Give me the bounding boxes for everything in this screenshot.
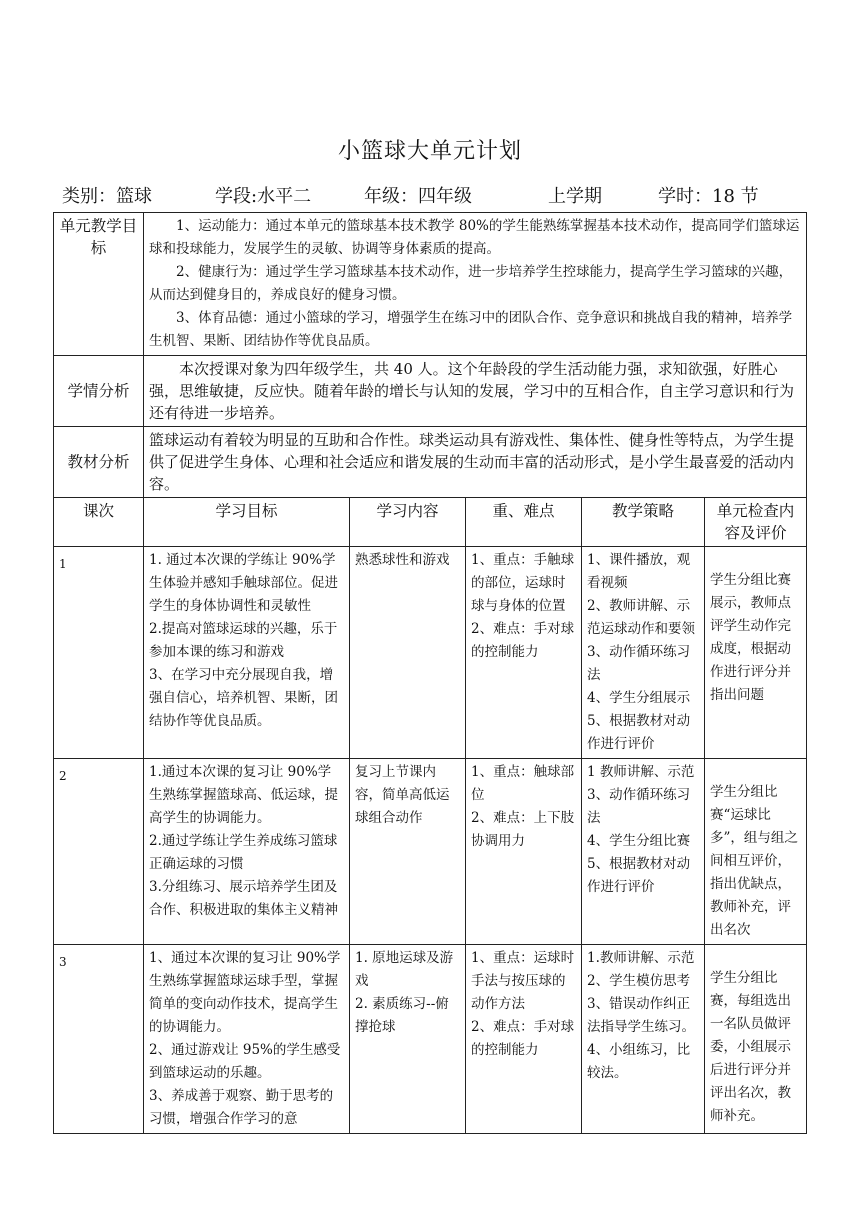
lesson-key-point-item: 1、重点：运球时手法与按压球的动作方法 <box>471 950 575 1012</box>
lesson-content <box>350 547 466 759</box>
lesson-key-points <box>466 945 582 1134</box>
lesson-goal-item: 1、通过本次课的复习让 90%学生熟练掌握篮球运球手型，掌握简单的变向动作技术，提高学生的协调能力。 <box>149 950 341 1035</box>
lesson-goal-item: 2.通过学练让学生养成练习篮球正确运球的习惯 <box>149 833 338 872</box>
unit-goal-item: 2、健康行为：通过学生学习篮球基本技术动作，进一步培养学生控球能力，提高学生学习篮球的兴趣，从而达到健身目的，养成良好的健身习惯。 <box>149 264 793 303</box>
lesson-content-item: 熟悉球性和游戏 <box>355 552 450 568</box>
lesson-evaluation: 学生分组比赛展示，教师点评学生动作完成度，根据动作进行评分并指出问题 <box>705 547 807 759</box>
lesson-goals <box>144 547 350 759</box>
lesson-row <box>54 759 807 945</box>
lesson-evaluation: 学生分组比赛“运球比多”，组与组之间相互评价，指出优缺点，教师补充，评出名次 <box>705 759 807 945</box>
lesson-strategy-item: 3、动作循环练习法 <box>587 644 691 683</box>
page-title: 小篮球大单元计划 <box>337 139 522 164</box>
lesson-content <box>350 759 466 945</box>
lesson-evaluation: 学生分组比赛，每组选出一名队员做评委，小组展示后进行评分并评出名次，教师补充。 <box>705 945 807 1134</box>
lesson-key-points <box>466 759 582 945</box>
lesson-goal-item: 1.通过本次课的复习让 90%学生熟练掌握篮球高、低运球，提高学生的协调能力。 <box>149 764 338 826</box>
material-analysis-text: 篮球运动有着较为明显的互助和合作性。球类运动具有游戏性、集体性、健身性等特点，为学生提供了促进学生身体、心理和社会适应和谐发展的生动而丰富的活动形式，是小学生最喜爱的活动内容。 <box>144 427 807 498</box>
unit-plan-table <box>53 212 807 1134</box>
lesson-key-point-item: 2、难点：手对球的控制能力 <box>471 621 575 660</box>
meta-term: 上学期 <box>548 186 602 207</box>
lesson-key-point-item: 1、重点：手触球的部位，运球时球与身体的位置 <box>471 552 575 614</box>
lesson-content <box>350 945 466 1134</box>
meta-grade: 年级：四年级 <box>364 186 472 207</box>
header-evaluation: 单元检查内容及评价 <box>705 498 807 547</box>
meta-hours: 学时：18 节 <box>658 186 759 207</box>
student-analysis-label: 学情分析 <box>54 356 144 427</box>
lesson-strategy-item: 3、错误动作纠正法指导学生练习。 <box>587 996 695 1035</box>
unit-goal-label: 单元教学目标 <box>54 213 144 356</box>
unit-goal-item: 1、运动能力：通过本单元的篮球基本技术教学 80%的学生能熟练掌握基本技术动作，提高同学们篮球运球和投球能力，发展学生的灵敏、协调等身体素质的提高。 <box>149 218 800 257</box>
lesson-strategy-item: 2、教师讲解、示范运球动作和要领 <box>587 598 695 637</box>
lesson-row <box>54 547 807 759</box>
meta-category: 类别：篮球 <box>62 186 152 207</box>
lesson-goal-item: 1. 通过本次课的学练让 90%学生体验并感知手触球部位。促进学生的身体协调性和灵敏性 <box>149 552 338 614</box>
lesson-key-points <box>466 547 582 759</box>
lesson-strategy-item: 4、学生分组展示 <box>587 690 691 706</box>
lesson-strategy-item: 1 教师讲解、示范 <box>587 764 695 780</box>
lesson-goals <box>144 759 350 945</box>
lesson-no: 1 <box>54 547 144 759</box>
unit-goal-row <box>54 213 807 356</box>
header-goals: 学习目标 <box>144 498 350 547</box>
lesson-strategy-item: 1.教师讲解、示范 <box>587 950 695 966</box>
lesson-content-item: 1. 原地运球及游戏 <box>355 950 454 989</box>
meta-stage: 学段:水平二 <box>215 186 312 207</box>
header-content: 学习内容 <box>350 498 466 547</box>
lesson-goal-item: 3.分组练习、展示培养学生团及合作、积极进取的集体主义精神 <box>149 879 338 918</box>
lesson-goal-item: 2、通过游戏让 95%的学生感受到篮球运动的乐趣。 <box>149 1042 341 1081</box>
lesson-key-point-item: 1、重点：触球部位 <box>471 764 575 803</box>
lesson-strategy-item: 5、根据教材对动作进行评价 <box>587 713 691 752</box>
lesson-strategy-item: 1、课件播放，观看视频 <box>587 552 691 591</box>
lesson-no: 3 <box>54 945 144 1134</box>
lesson-goal-item: 3、养成善于观察、勤于思考的习惯，增强合作学习的意 <box>149 1088 334 1127</box>
lesson-goals <box>144 945 350 1134</box>
meta-row <box>62 182 822 208</box>
lesson-strategy <box>582 547 705 759</box>
lesson-row <box>54 945 807 1134</box>
lesson-strategy-item: 2、学生模仿思考 <box>587 973 691 989</box>
lesson-content-item: 复习上节课内容，简单高低运球组合动作 <box>355 764 450 826</box>
lesson-strategy-item: 4、学生分组比赛 <box>587 833 691 849</box>
header-lesson-no: 课次 <box>54 498 144 547</box>
lesson-strategy <box>582 945 705 1134</box>
header-key-points: 重、难点 <box>466 498 582 547</box>
lesson-goal-item: 3、在学习中充分展现自我，增强自信心，培养机智、果断，团结协作等优良品质。 <box>149 667 338 729</box>
lesson-goal-item: 2.提高对篮球运球的兴趣，乐于参加本课的练习和游戏 <box>149 621 338 660</box>
lesson-strategy-item: 5、根据教材对动作进行评价 <box>587 856 691 895</box>
lesson-no: 2 <box>54 759 144 945</box>
lesson-key-point-item: 2、难点：上下肢协调用力 <box>471 810 575 849</box>
lesson-content-item: 2. 素质练习--俯撑抢球 <box>355 996 449 1035</box>
material-analysis-label: 教材分析 <box>54 427 144 498</box>
lesson-strategy-item: 4、小组练习，比较法。 <box>587 1042 691 1081</box>
student-analysis-row <box>54 356 807 427</box>
student-analysis-text: 本次授课对象为四年级学生，共 40 人。这个年龄段的学生活动能力强，求知欲强，好胜心强，思维敏捷，反应快。随着年龄的增长与认知的发展，学习中的互相合作，自主学习意识和行为还有待进一步培养。 <box>144 356 807 427</box>
lesson-key-point-item: 2、难点：手对球的控制能力 <box>471 1019 575 1058</box>
unit-goal-item: 3、体育品德：通过小篮球的学习，增强学生在练习中的团队合作、竞争意识和挑战自我的精神，培养学生机智、果断、团结协作等优良品质。 <box>149 310 793 349</box>
lesson-strategy <box>582 759 705 945</box>
header-strategy: 教学策略 <box>582 498 705 547</box>
lesson-header-row <box>54 498 807 547</box>
unit-goal-content <box>144 213 807 356</box>
material-analysis-row <box>54 427 807 498</box>
lesson-strategy-item: 3、动作循环练习法 <box>587 787 691 826</box>
